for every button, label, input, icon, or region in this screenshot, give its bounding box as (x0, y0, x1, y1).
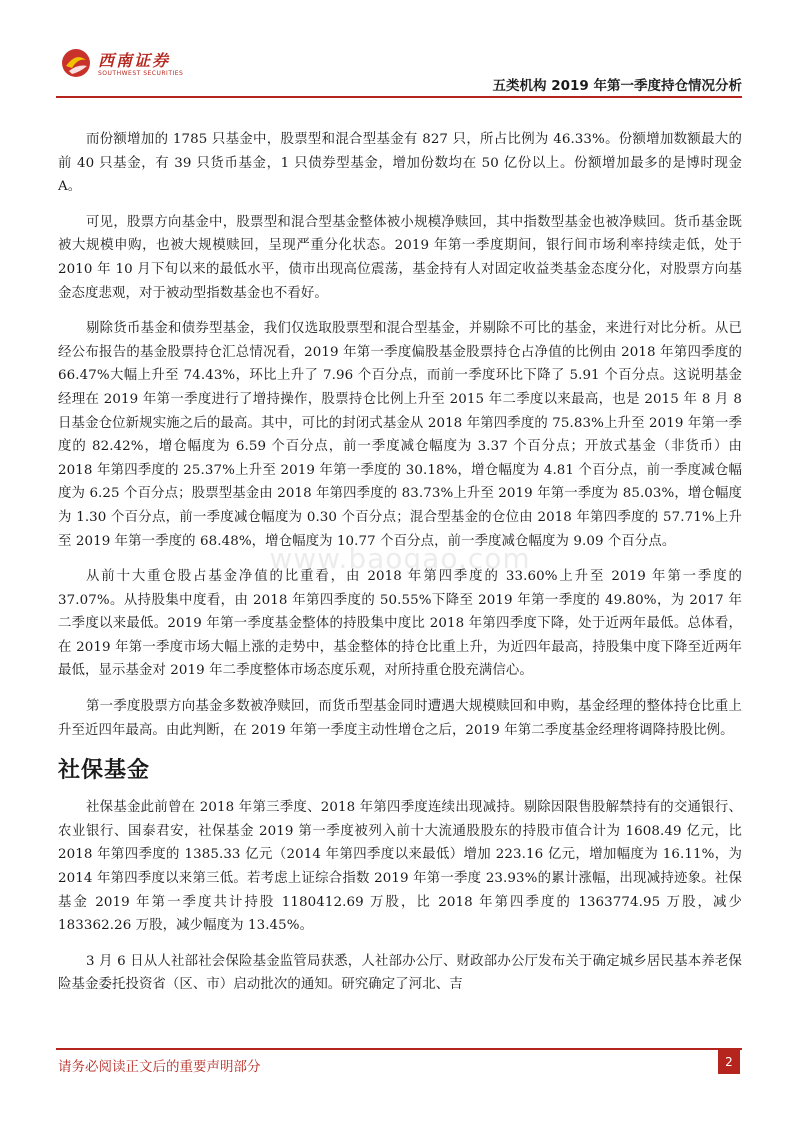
header-divider (56, 96, 742, 98)
paragraph: 而份额增加的 1785 只基金中，股票型和混合型基金有 827 只，所占比例为 46.33%。份额增加数额最大的前 40 只基金，有 39 只货币基金，1 只债券型基金，增加份数均在 50 亿份以上。份额增加最多的是博时现金 A。 (58, 132, 742, 195)
logo-emblem-icon (60, 46, 92, 80)
paragraph: 可见，股票方向基金中，股票型和混合型基金整体被小规模净赎回，其中指数型基金也被净赎回。货币基金既被大规模申购，也被大规模赎回，呈现严重分化状态。2019 年第一季度期间，银行间市场利率持续走低，处于 2010 年 10 月下旬以来的最低水平，债市出现高位震荡，基金持有人对固定收益类基金态度分化，对股票方向基金态度悲观，对于被动型指数基金也不看好。 (58, 214, 742, 301)
report-title: 五类机构 2019 年第一季度持仓情况分析 (492, 78, 742, 94)
logo-english-name: SOUTHWEST SECURITIES (98, 70, 184, 77)
paragraph: 3 月 6 日从人社部社会保险基金监管局获悉，人社部办公厅、财政部办公厅发布关于确定城乡居民基本养老保险基金委托投资省（区、市）启动批次的通知。研究确定了河北、吉 (58, 953, 742, 993)
section-heading: 社保基金 (58, 758, 151, 784)
company-logo (60, 44, 200, 90)
paragraph: 社保基金此前曾在 2018 年第三季度、2018 年第四季度连续出现减持。剔除因限售股解禁持有的交通银行、农业银行、国泰君安，社保基金 2019 第一季度被列入前十大流通股股东的持股市值合计为 1608.49 亿元，比 2018 年第四季度的 1385.33 亿元（2014 年第四季度以来最低）增加 223.16 亿元，增加幅度为 16.11%，为 2014 年第四季度以来第三低。若考虑上证综合指数 2019 年第一季度 23.93%的累计涨幅，出现减持迹象。社保基金 2019 年第一季度共计持股 1180412.69 万股，比 2018 年第四季度的 1363774.95 万股，减少 183362.26 万股，减少幅度为 13.45%。 (58, 800, 742, 934)
document-body (58, 128, 742, 1009)
paragraph: 剔除货币基金和债券型基金，我们仅选取股票型和混合型基金，并剔除不可比的基金，来进行对比分析。从已经公布报告的基金股票持仓汇总情况看，2019 年第一季度偏股基金股票持仓占净值的比例由 2018 年第四季度的 66.47%大幅上升至 74.43%，环比上升了 7.96 个百分点，而前一季度环比下降了 5.91 个百分点。这说明基金经理在 2019 年第一季度进行了增持操作，股票持仓比例上升至 2015 年二季度以来最高，也是 2015 年 8 月 8 日基金仓位新规实施之后的最高。其中，可比的封闭式基金从 2018 年第四季度的 75.83%上升至 2019 年第一季度的 82.42%，增仓幅度为 6.59 个百分点，前一季度减仓幅度为 3.37 个百分点；开放式基金（非货币）由 2018 年第四季度的 25.37%上升至 2019 年第一季度的 30.18%，增仓幅度为 4.81 个百分点，前一季度减仓幅度为 6.25 个百分点；股票型基金由 2018 年第四季度的 83.73%上升至 2019 年第一季度为 85.03%，增仓幅度为 1.30 个百分点，前一季度减仓幅度为 0.30 个百分点；混合型基金的仓位由 2018 年第四季度的 57.71%上升至 2019 年第一季度的 68.48%，增仓幅度为 10.77 个百分点，前一季度减仓幅度为 9.09 个百分点。 (58, 321, 742, 549)
footer-divider (56, 1048, 742, 1050)
logo-chinese-name: 西南证券 (98, 51, 171, 70)
paragraph: 从前十大重仓股占基金净值的比重看，由 2018 年第四季度的 33.60%上升至 2019 年第一季度的 37.07%。从持股集中度看，由 2018 年第四季度的 50.55%下降至 2019 年第一季度的 49.80%，为 2017 年二季度以来最低。2019 年第一季度基金整体的持股集中度比 2018 年第四季度下降，处于近两年最低。总体看，在 2019 年第一季度市场大幅上涨的走势中，基金整体的持仓比重上升，为近四年最高，持股集中度下降至近两年最低，显示基金对 2019 年二季度整体市场态度乐观，对所持重仓股充满信心。 (58, 569, 742, 679)
footer-disclaimer: 请务必阅读正文后的重要声明部分 (58, 1059, 261, 1075)
watermark: www.baogao.com (269, 542, 531, 575)
page-header (0, 0, 800, 100)
paragraph: 第一季度股票方向基金多数被净赎回，而货币型基金同时遭遇大规模赎回和申购，基金经理的整体持仓比重上升至近四年最高。由此判断，在 2019 年第一季度主动性增仓之后，2019 年第二季度基金经理将调降持股比例。 (58, 699, 742, 738)
page-number: 2 (718, 1050, 740, 1074)
